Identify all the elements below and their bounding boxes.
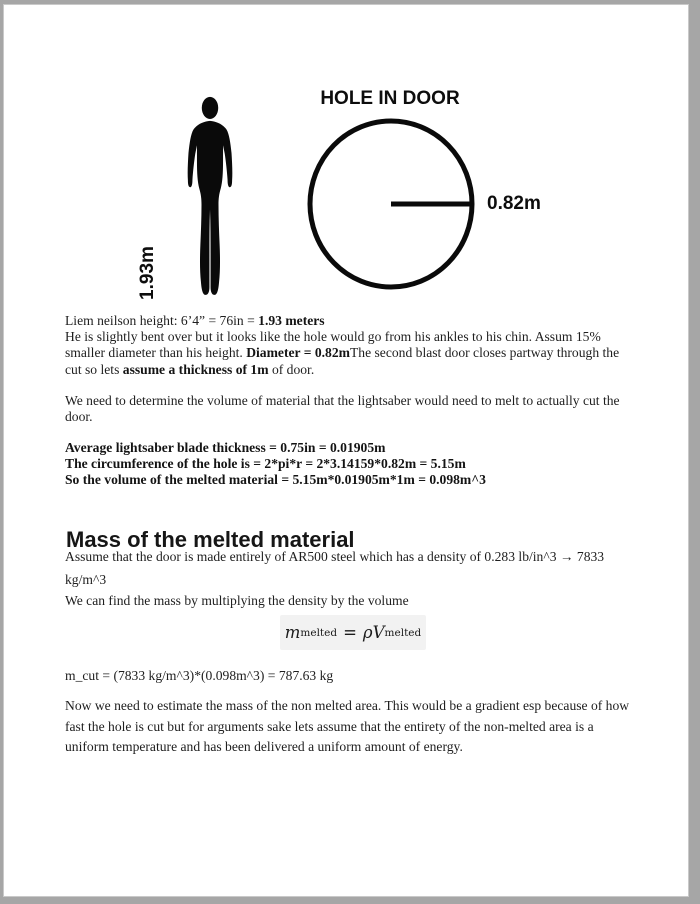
height-dimension-label: 1.93m (137, 246, 158, 300)
hole-diagram-title: HOLE IN DOOR (320, 88, 460, 109)
hole-circle-diagram (305, 117, 477, 291)
height-conversion-line: Liem neilson height: 6’4” = 76in = 1.93 meters (65, 313, 325, 328)
document-page (3, 4, 689, 897)
density-paragraph: Assume that the door is made entirely of AR500 steel which has a density of 0.283 lb/in^3 → 7833 kg/m^3 (65, 549, 605, 587)
scale-figure (3, 88, 689, 308)
mass-method-paragraph: We can find the mass by multiplying the density by the volume (65, 593, 409, 608)
volume-goal-paragraph: We need to determine the volume of material that the lightsaber would need to melt to actually cut the door. (65, 393, 620, 425)
formula-lhs: m (284, 623, 301, 642)
formula-equals: = (343, 623, 357, 642)
radius-dimension-label: 0.82m (487, 193, 541, 214)
non-melted-paragraph: Now we need to estimate the mass of the non melted area. This would be a gradient esp because of how fast the hole is cut but for arguments sake lets assume that the entirety of the non-melted area is a uniform temperature and has been delivered a uniform amount of energy. (65, 698, 630, 754)
melted-volume-line: So the volume of the melted material = 5.15m*0.01905m*1m = 0.098m^3 (65, 472, 486, 488)
calculation-block (65, 440, 639, 489)
diameter-assumption-text: He is slightly bent over but it looks like the hole would go from his ankles to his chin. Assum 15% smaller diameter than his height. Diameter = 0.82mThe second blast door closes partway through the cut so lets assume a thickness of 1m of door. (65, 329, 620, 377)
mass-formula: m melted = ρV melted (280, 615, 426, 650)
human-silhouette-icon (176, 96, 244, 300)
formula-rhs: ρV (362, 623, 385, 642)
circumference-line: The circumference of the hole is = 2*pi*r = 2*3.14159*0.82m = 5.15m (65, 456, 466, 472)
section-heading: Mass of the melted material (66, 526, 355, 552)
intro-paragraph (65, 313, 639, 378)
blade-thickness-line: Average lightsaber blade thickness = 0.75in = 0.01905m (65, 440, 386, 455)
mass-result-line: m_cut = (7833 kg/m^3)*(0.098m^3) = 787.63 kg (65, 668, 334, 683)
